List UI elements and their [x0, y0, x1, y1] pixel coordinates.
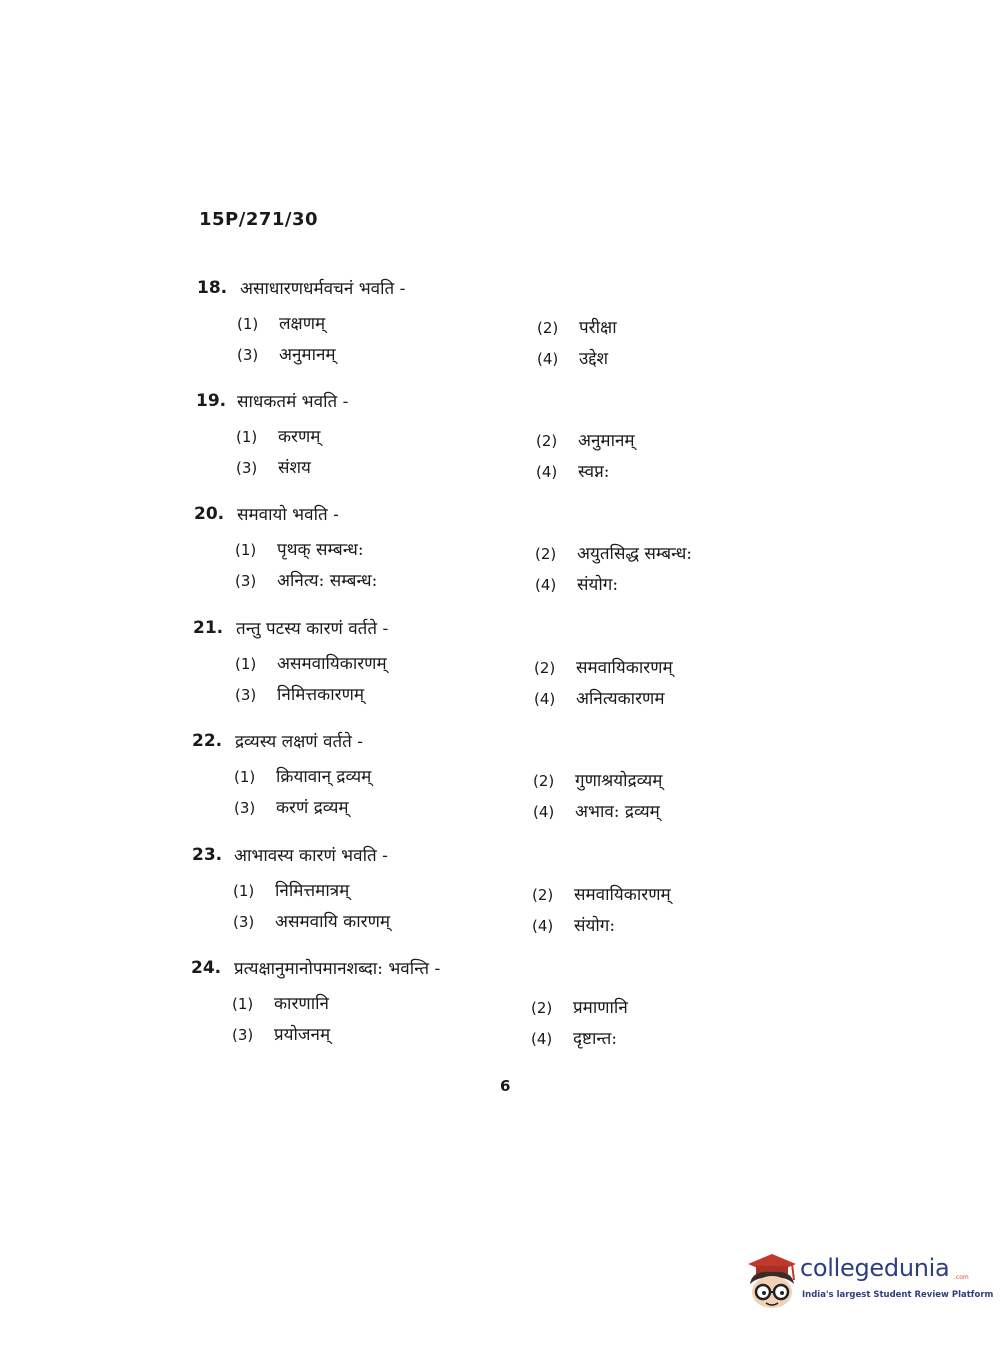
question-number: 19. — [196, 391, 227, 411]
option-4 — [537, 346, 608, 369]
option-label: (2) — [533, 772, 555, 790]
option-4 — [532, 913, 615, 936]
option-label: (2) — [534, 659, 556, 677]
option-4 — [531, 1026, 617, 1049]
option-3 — [235, 682, 364, 705]
option-label: (3) — [235, 686, 257, 704]
option-1 — [233, 878, 349, 901]
option-4 — [535, 572, 618, 595]
option-text: करणं द्रव्यम् — [276, 798, 349, 818]
option-text: निमित्तकारणम् — [277, 685, 365, 705]
option-label: (1) — [234, 768, 256, 786]
option-label: (4) — [531, 1030, 553, 1048]
page-number: 6 — [500, 1077, 511, 1095]
option-text: परीक्षा — [579, 318, 617, 338]
option-3 — [236, 455, 311, 478]
option-text: स्वप्न: — [578, 462, 610, 482]
option-label: (1) — [232, 995, 254, 1013]
option-2 — [531, 995, 628, 1018]
option-4 — [536, 459, 609, 482]
option-text: अनित्य: सम्बन्ध: — [277, 571, 378, 591]
option-label: (1) — [233, 882, 255, 900]
option-text: प्रमाणानि — [573, 998, 628, 1018]
option-label: (2) — [536, 432, 558, 450]
option-text: समवायिकारणम् — [576, 658, 673, 678]
option-label: (3) — [232, 1026, 254, 1044]
option-2 — [532, 882, 671, 905]
option-2 — [536, 428, 635, 451]
option-text: संयोग: — [577, 575, 619, 595]
option-text: असमवायिकारणम् — [277, 654, 387, 674]
option-text: प्रयोजनम् — [274, 1025, 331, 1045]
question-number: 20. — [194, 504, 225, 524]
mascot-icon — [742, 1250, 798, 1312]
question-21 — [0, 618, 1001, 728]
option-label: (1) — [235, 655, 257, 673]
option-3 — [232, 1022, 330, 1045]
option-1 — [234, 764, 371, 787]
option-label: (4) — [534, 690, 556, 708]
option-label: (2) — [535, 545, 557, 563]
option-text: पृथक् सम्बन्ध: — [277, 540, 364, 560]
option-text: समवायिकारणम् — [574, 885, 671, 905]
option-text: दृष्टान्त: — [573, 1029, 618, 1049]
option-label: (4) — [532, 917, 554, 935]
collegedunia-logo — [742, 1250, 994, 1312]
option-text: अनित्यकारणम — [576, 689, 665, 709]
option-text: अनुमानम् — [578, 431, 635, 451]
option-text: अयुतसिद्ध सम्बन्ध: — [577, 544, 693, 564]
option-label: (3) — [233, 913, 255, 931]
question-20 — [0, 504, 1001, 614]
question-number: 23. — [192, 845, 223, 865]
question-text: द्रव्यस्य लक्षणं वर्तते - — [235, 732, 363, 752]
option-label: (4) — [537, 350, 559, 368]
option-label: (2) — [531, 999, 553, 1017]
option-label: (3) — [235, 572, 257, 590]
question-23 — [0, 845, 1001, 955]
option-2 — [537, 315, 617, 338]
option-text: निमित्तमात्रम् — [275, 881, 350, 901]
question-text: असाधारणधर्मवचनं भवति - — [240, 279, 406, 299]
option-text: गुणाश्रयोद्रव्यम् — [575, 771, 663, 791]
option-2 — [534, 655, 673, 678]
option-4 — [534, 686, 665, 709]
option-label: (1) — [235, 541, 257, 559]
question-text: आभावस्य कारणं भवति - — [234, 846, 388, 866]
option-4 — [533, 799, 660, 822]
brand-domain-suffix: .com — [954, 1274, 969, 1281]
option-1 — [237, 311, 325, 334]
option-label: (4) — [535, 576, 557, 594]
option-text: लक्षणम् — [279, 314, 326, 334]
question-18 — [0, 278, 1001, 388]
question-text: तन्तु पटस्य कारणं वर्तते - — [236, 619, 389, 639]
question-number: 24. — [191, 958, 222, 978]
option-label: (3) — [234, 799, 256, 817]
option-label: (1) — [236, 428, 258, 446]
option-3 — [237, 342, 336, 365]
option-3 — [235, 568, 377, 591]
question-number: 21. — [193, 618, 224, 638]
question-19 — [0, 391, 1001, 501]
option-label: (4) — [533, 803, 555, 821]
option-1 — [235, 651, 387, 674]
option-1 — [232, 991, 329, 1014]
brand-name: collegedunia — [800, 1254, 950, 1282]
option-text: क्रियावान् द्रव्यम् — [276, 767, 372, 787]
brand-tagline: India's largest Student Review Platform — [802, 1290, 994, 1300]
question-number: 22. — [192, 731, 223, 751]
option-label: (2) — [537, 319, 559, 337]
question-22 — [0, 731, 1001, 841]
option-text: संयोग: — [574, 916, 616, 936]
option-label: (4) — [536, 463, 558, 481]
question-24 — [0, 958, 1001, 1068]
question-text: समवायो भवति - — [237, 505, 339, 525]
option-label: (3) — [237, 346, 259, 364]
option-text: उद्देश — [579, 349, 609, 369]
option-text: कारणानि — [274, 994, 329, 1014]
option-label: (2) — [532, 886, 554, 904]
option-text: अनुमानम् — [279, 345, 336, 365]
option-label: (1) — [237, 315, 259, 333]
option-3 — [234, 795, 349, 818]
option-1 — [236, 424, 320, 447]
option-label: (3) — [236, 459, 258, 477]
option-text: संशय — [278, 458, 311, 478]
option-2 — [535, 541, 692, 564]
option-text: करणम् — [278, 427, 321, 447]
paper-code: 15P/271/30 — [199, 209, 319, 230]
question-text: साधकतमं भवति - — [237, 392, 349, 412]
option-1 — [235, 537, 364, 560]
question-text: प्रत्यक्षानुमानोपमानशब्दा: भवन्ति - — [234, 959, 441, 979]
option-3 — [233, 909, 390, 932]
option-text: अभाव: द्रव्यम् — [575, 802, 660, 822]
option-text: असमवायि कारणम् — [275, 912, 391, 932]
option-2 — [533, 768, 662, 791]
question-number: 18. — [197, 278, 228, 298]
